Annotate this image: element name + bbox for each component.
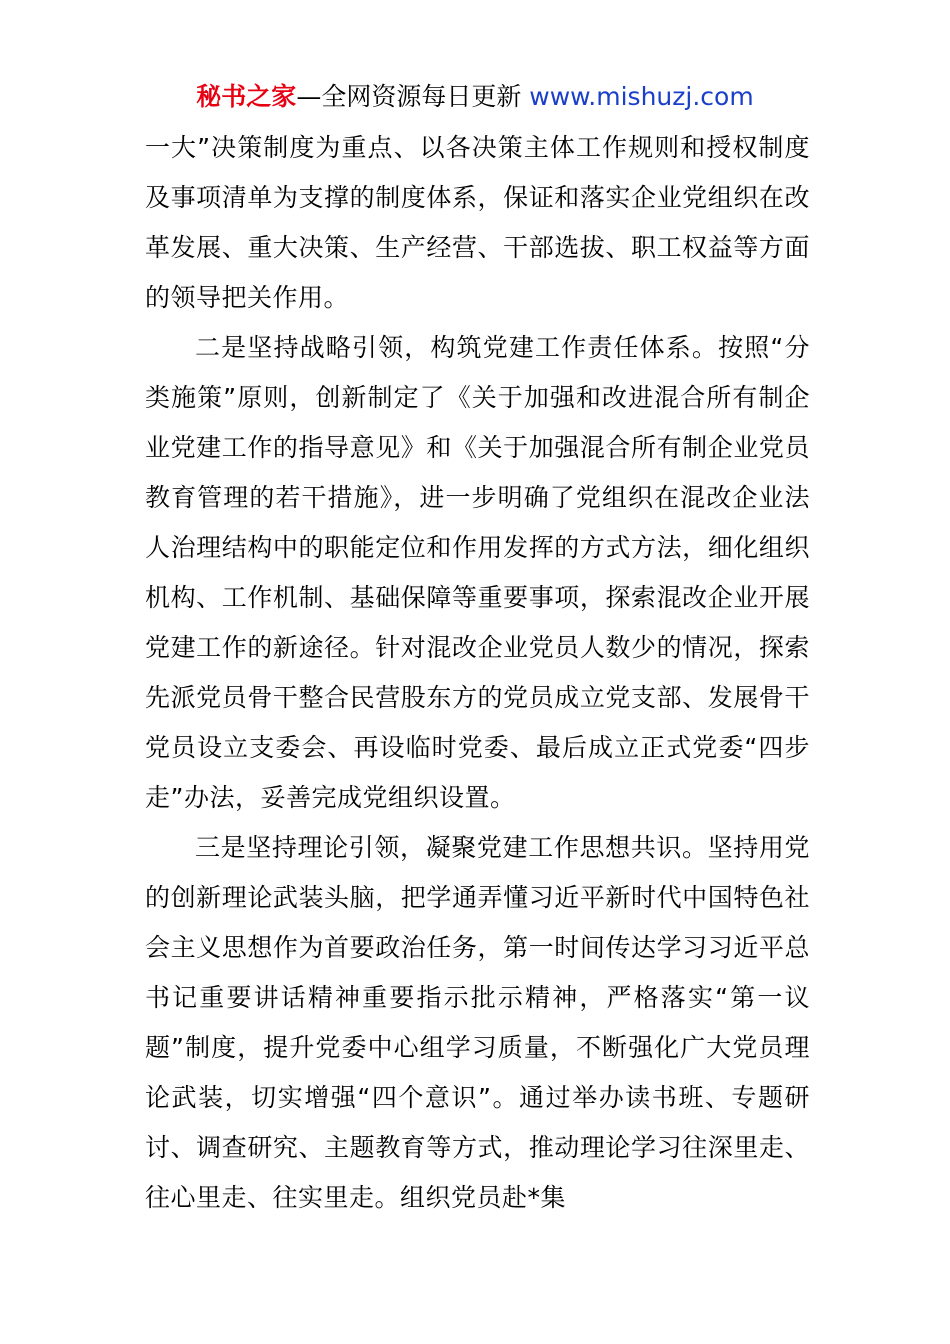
site-tagline: —全网资源每日更新 (296, 82, 530, 111)
paragraph-theory: 三是坚持理论引领，凝聚党建工作思想共识。坚持用党的创新理论武装头脑，把学通弄懂习近平新时代中国特色社会主义思想作为首要政治任务，第一时间传达学习习近平总书记重要讲话精神重要指示批示精神，严格落实“第一议题”制度，提升党委中心组学习质量，不断强化广大党员理论武装，切实增强“四个意识”。通过举办读书班、专题研讨、调查研究、主题教育等方式，推动理论学习往深里走、往心里走、往实里走。组织党员赴*集 (145, 833, 810, 1212)
paragraph-continuation: 一大”决策制度为重点、以各决策主体工作规则和授权制度及事项清单为支撑的制度体系，保证和落实企业党组织在改革发展、重大决策、生产经营、干部选拔、职工权益等方面的领导把关作用。 (145, 133, 810, 312)
page-header (0, 80, 950, 114)
document-body (145, 123, 810, 1223)
site-brand: 秘书之家 (196, 82, 297, 111)
paragraph-strategy: 二是坚持战略引领，构筑党建工作责任体系。按照“分类施策”原则，创新制定了《关于加强和改进混合所有制企业党建工作的指导意见》和《关于加强混合所有制企业党员教育管理的若干措施》，进一步明确了党组织在混改企业法人治理结构中的职能定位和作用发挥的方式方法，细化组织机构、工作机制、基础保障等重要事项，探索混改企业开展党建工作的新途径。针对混改企业党员人数少的情况，探索先派党员骨干整合民营股东方的党员成立党支部、发展骨干党员设立支委会、再设临时党委、最后成立正式党委“四步走”办法，妥善完成党组织设置。 (145, 333, 810, 812)
site-url: www.mishuzj.com (529, 82, 754, 111)
